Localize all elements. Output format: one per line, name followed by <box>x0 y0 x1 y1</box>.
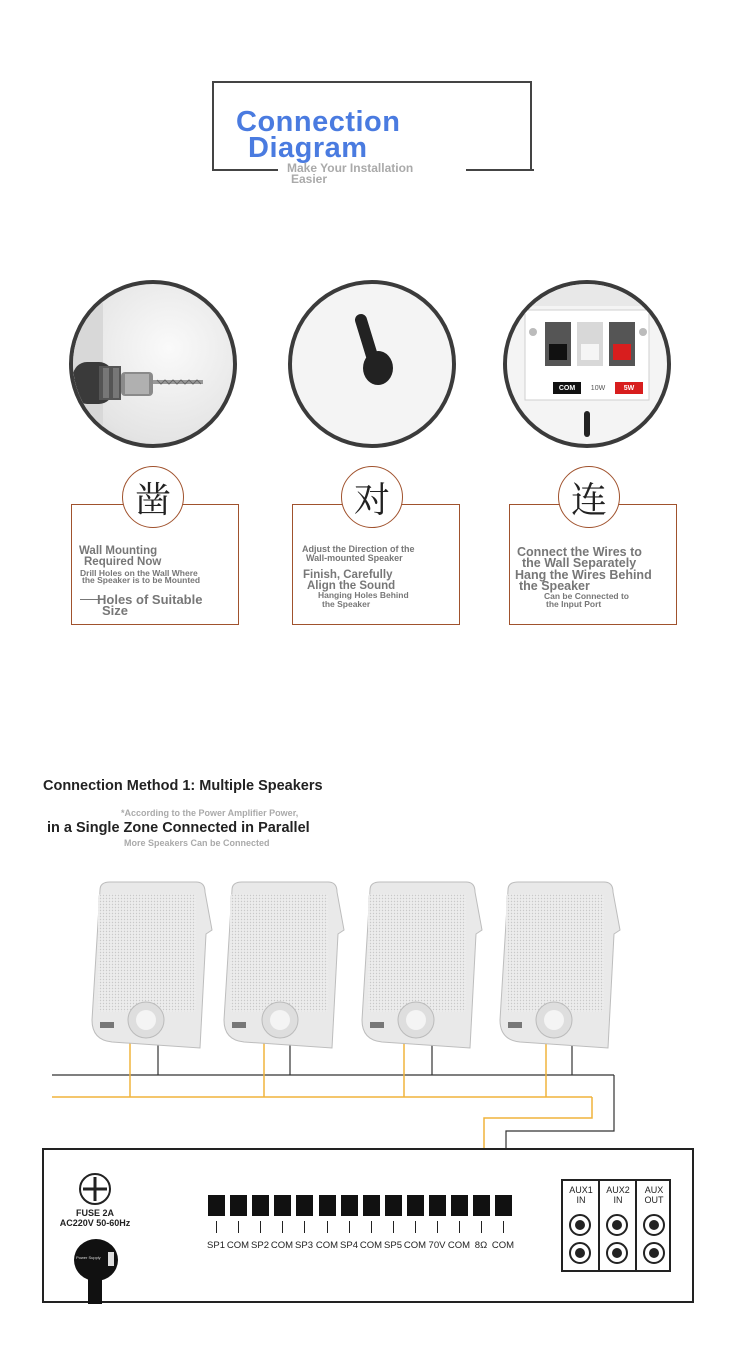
method-heading-line1: Connection Method 1: Multiple Speakers <box>43 778 323 794</box>
speaker-terminal[interactable] <box>341 1195 358 1216</box>
speaker-4 <box>500 882 620 1048</box>
speaker-terminal[interactable] <box>296 1195 313 1216</box>
keyhole-icon <box>292 284 452 444</box>
speaker-2 <box>224 882 344 1048</box>
step-badge-align: 对 <box>341 466 403 528</box>
step3-line6: the Input Port <box>546 599 602 609</box>
terminal-tick <box>238 1221 239 1233</box>
fuse-label <box>58 1208 132 1228</box>
step3-line4: the Speaker <box>519 579 590 593</box>
aux-out-jack-right[interactable] <box>643 1242 665 1264</box>
terminal-label: COM <box>270 1240 294 1251</box>
aux1-in-jack-left[interactable] <box>569 1214 591 1236</box>
terminal-label: COM <box>491 1240 515 1251</box>
terminal-label: COM <box>447 1240 471 1251</box>
speaker-terminal[interactable] <box>385 1195 402 1216</box>
speaker-1 <box>92 882 212 1048</box>
terminal-label: COM <box>226 1240 250 1251</box>
step1-line3: Drill Holes on the Wall Where <box>80 568 198 578</box>
terminal-tick <box>282 1221 283 1233</box>
terminal-label: 8Ω <box>474 1240 488 1251</box>
page-title-line1: Connection <box>236 106 401 138</box>
terminal-tick <box>481 1221 482 1233</box>
speaker-terminal[interactable] <box>208 1195 225 1216</box>
method-note-line2: More Speakers Can be Connected <box>124 838 270 848</box>
aux2-in-label <box>600 1185 636 1205</box>
terminal-tick <box>216 1221 217 1233</box>
step1-line6: Size <box>102 603 129 618</box>
step1-line1: Wall Mounting <box>79 545 158 557</box>
aux2-in-jack-right[interactable] <box>606 1242 628 1264</box>
step3-line1: Connect the Wires to <box>517 545 642 559</box>
speaker-terminal[interactable] <box>451 1195 468 1216</box>
speaker-terminal[interactable] <box>429 1195 446 1216</box>
terminal-tick <box>371 1221 372 1233</box>
speaker-terminal[interactable] <box>363 1195 380 1216</box>
aux-out-jack-left[interactable] <box>643 1214 665 1236</box>
terminal-panel-photo <box>503 280 671 448</box>
aux-out-label-line2: OUT <box>644 1195 664 1205</box>
subtitle-line2: Easier <box>291 172 328 186</box>
terminal-tick <box>437 1221 438 1233</box>
terminal-label: COM <box>403 1240 427 1251</box>
title-frame-rule-left <box>212 169 278 171</box>
page-subtitle <box>287 163 467 185</box>
terminal-block-icon <box>507 284 667 444</box>
page-title-line2: Diagram <box>248 132 368 164</box>
step2-line5: Hanging Holes Behind <box>318 590 409 600</box>
fuse-icon <box>78 1172 112 1206</box>
terminal-label: SP5 <box>384 1240 402 1251</box>
step3-line2: the Wall Separately <box>522 556 637 570</box>
drill-icon <box>73 284 233 444</box>
terminal-tick <box>349 1221 350 1233</box>
step-badge-connect: 连 <box>558 466 620 528</box>
terminal-tick <box>503 1221 504 1233</box>
aux2-label-line1: AUX2 <box>606 1185 630 1195</box>
step1-line2: Required Now <box>84 556 162 568</box>
fuse-rating: FUSE 2A <box>75 1208 114 1218</box>
aux1-label-line2: IN <box>576 1195 586 1205</box>
terminal-label: SP2 <box>251 1240 269 1251</box>
terminal-tick <box>327 1221 328 1233</box>
subtitle-line1: Make Your Installation <box>287 161 414 175</box>
drill-photo <box>69 280 237 448</box>
aux2-in-jack-left[interactable] <box>606 1214 628 1236</box>
speaker-terminal[interactable] <box>495 1195 512 1216</box>
speaker-3 <box>362 882 482 1048</box>
step2-line3: Finish, Carefully <box>303 569 393 581</box>
hanging-hole-photo <box>288 280 456 448</box>
aux2-label-line2: IN <box>613 1195 623 1205</box>
terminal-tick <box>393 1221 394 1233</box>
speaker-terminal[interactable] <box>274 1195 291 1216</box>
step2-line1: Adjust the Direction of the <box>302 544 415 554</box>
terminal-tick <box>304 1221 305 1233</box>
com-terminal-label: COM <box>558 385 576 392</box>
10w-terminal-label: 10W <box>590 385 606 392</box>
speaker-terminal[interactable] <box>319 1195 336 1216</box>
aux-out-label-line1: AUX <box>644 1185 664 1195</box>
aux1-label-line1: AUX1 <box>569 1185 593 1195</box>
speaker-terminal[interactable] <box>473 1195 490 1216</box>
terminal-label: SP3 <box>295 1240 313 1251</box>
step2-line2: Wall-mounted Speaker <box>306 553 403 563</box>
step-badge-drill: 凿 <box>122 466 184 528</box>
terminal-label: SP4 <box>340 1240 358 1251</box>
wiring-diagram <box>0 870 750 1160</box>
step1-line5: Holes of Suitable <box>97 592 203 607</box>
step1-line4: the Speaker is to be Mounted <box>82 575 201 585</box>
terminal-label: COM <box>315 1240 339 1251</box>
step2-line4: Align the Sound <box>307 580 396 592</box>
5w-terminal-label: 5W <box>623 385 635 392</box>
aux1-in-jack-right[interactable] <box>569 1242 591 1264</box>
method-heading-line2: in a Single Zone Connected in Parallel <box>47 820 310 836</box>
terminal-tick <box>459 1221 460 1233</box>
step3-line3: Hang the Wires Behind <box>515 568 652 582</box>
power-cord-icon <box>70 1238 124 1304</box>
step2-line6: the Speaker <box>322 599 371 609</box>
power-supply-label: Power Supply <box>76 1255 101 1260</box>
aux1-in-label <box>563 1185 599 1205</box>
step3-line5: Can be Connected to <box>544 591 630 601</box>
method-note-line1: *According to the Power Amplifier Power, <box>121 808 299 818</box>
method-note <box>121 788 298 858</box>
terminal-label: SP1 <box>207 1240 225 1251</box>
mains-rating: AC220V 50-60Hz <box>59 1218 131 1228</box>
terminal-tick <box>415 1221 416 1233</box>
terminal-label: COM <box>359 1240 383 1251</box>
title-frame-rule-right <box>466 169 534 171</box>
aux-out-label <box>636 1185 672 1205</box>
speaker-terminal[interactable] <box>252 1195 269 1216</box>
terminal-tick <box>260 1221 261 1233</box>
speaker-terminal[interactable] <box>230 1195 247 1216</box>
speaker-terminal[interactable] <box>407 1195 424 1216</box>
terminal-label: 70V <box>428 1240 446 1251</box>
